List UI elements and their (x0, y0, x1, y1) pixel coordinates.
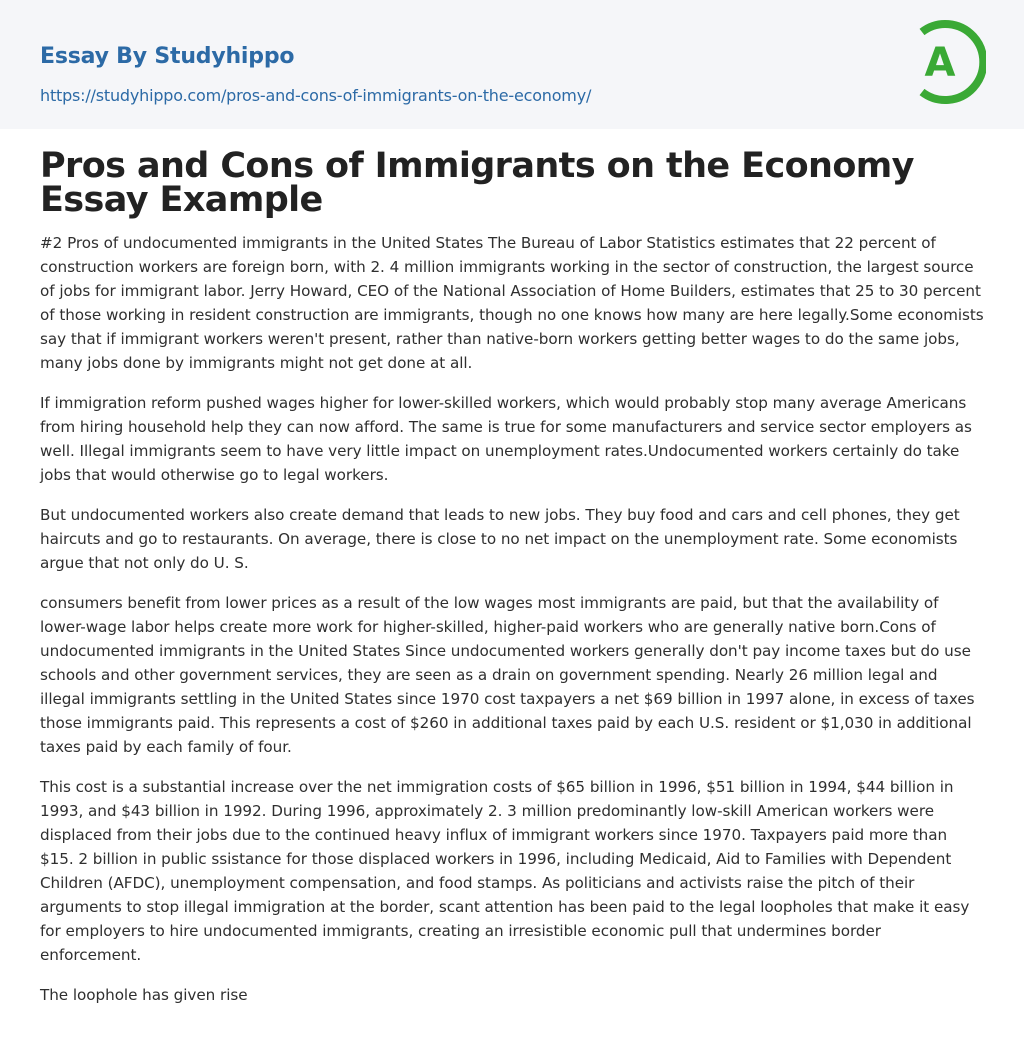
studyhippo-logo-icon[interactable] (914, 18, 986, 106)
article-paragraph-3: But undocumented workers also create demand that leads to new jobs. They buy food and cars and cell phones, they get haircuts and go to restaurants. On average, there is close to no net impact on the unemployment rate. Some economists argue that not only do U. S. (40, 506, 960, 572)
article-paragraph-5: This cost is a substantial increase over the net immigration costs of $65 billion in 1996, $51 billion in 1994, $44 billion in 1993, and $43 billion in 1992. During 1996, approximately 2. 3 million predominantly low-skill American workers were displaced from their jobs due to the continued heavy influx of immigrant workers since 1970. Taxpayers paid more than $15. 2 billion in public ssistance for those displaced workers in 1996, including Medicaid, Aid to Families with Dependent Children (AFDC), unemployment compensation, and food stamps. As politicians and activists raise the pitch of their arguments to stop illegal immigration at the border, scant attention has been paid to the legal loopholes that make it easy for employers to hire undocumented immigrants, creating an irresistible economic pull that undermines border enforcement. (40, 778, 970, 964)
logo-letter: A (924, 40, 956, 86)
article-title: Pros and Cons of Immigrants on the Economy Essay Example (40, 146, 914, 220)
article-paragraph-2: If immigration reform pushed wages higher for lower-skilled workers, which would probably stop many average Americans from hiring household help they can now afford. The same is true for some manufacturers and service sector employers as well. Illegal immigrants seem to have very little impact on unemployment rates.Undocumented workers certainly do take jobs that would otherwise go to legal workers. (40, 394, 972, 484)
site-brand[interactable]: Essay By Studyhippo (40, 44, 295, 69)
site-header (0, 0, 1024, 129)
article-paragraph-6: The loophole has given rise (40, 986, 248, 1004)
source-url-link[interactable]: https://studyhippo.com/pros-and-cons-of-immigrants-on-the-economy/ (40, 86, 592, 105)
article-paragraph-4: consumers benefit from lower prices as a result of the low wages most immigrants are paid, but that the availability of lower-wage labor helps create more work for higher-skilled, higher-paid workers who are generally native born.Cons of undocumented immigrants in the United States Since undocumented workers generally don't pay income taxes but do use schools and other government services, they are seen as a drain on government spending. Nearly 26 million legal and illegal immigrants settling in the United States since 1970 cost taxpayers a net $69 billion in 1997 alone, in excess of taxes those immigrants paid. This represents a cost of $260 in additional taxes paid by each U.S. resident or $1,030 in additional taxes paid by each family of four. (40, 594, 975, 756)
article-content (0, 129, 1024, 1007)
article-paragraph-1: #2 Pros of undocumented immigrants in the United States The Bureau of Labor Statistics estimates that 22 percent of construction workers are foreign born, with 2. 4 million immigrants working in the sector of construction, the largest source of jobs for immigrant labor. Jerry Howard, CEO of the National Association of Home Builders, estimates that 25 to 30 percent of those working in resident construction are immigrants, though no one knows how many are here legally.Some economists say that if immigrant workers weren't present, rather than native-born workers getting better wages to do the same jobs, many jobs done by immigrants might not get done at all. (40, 234, 984, 372)
